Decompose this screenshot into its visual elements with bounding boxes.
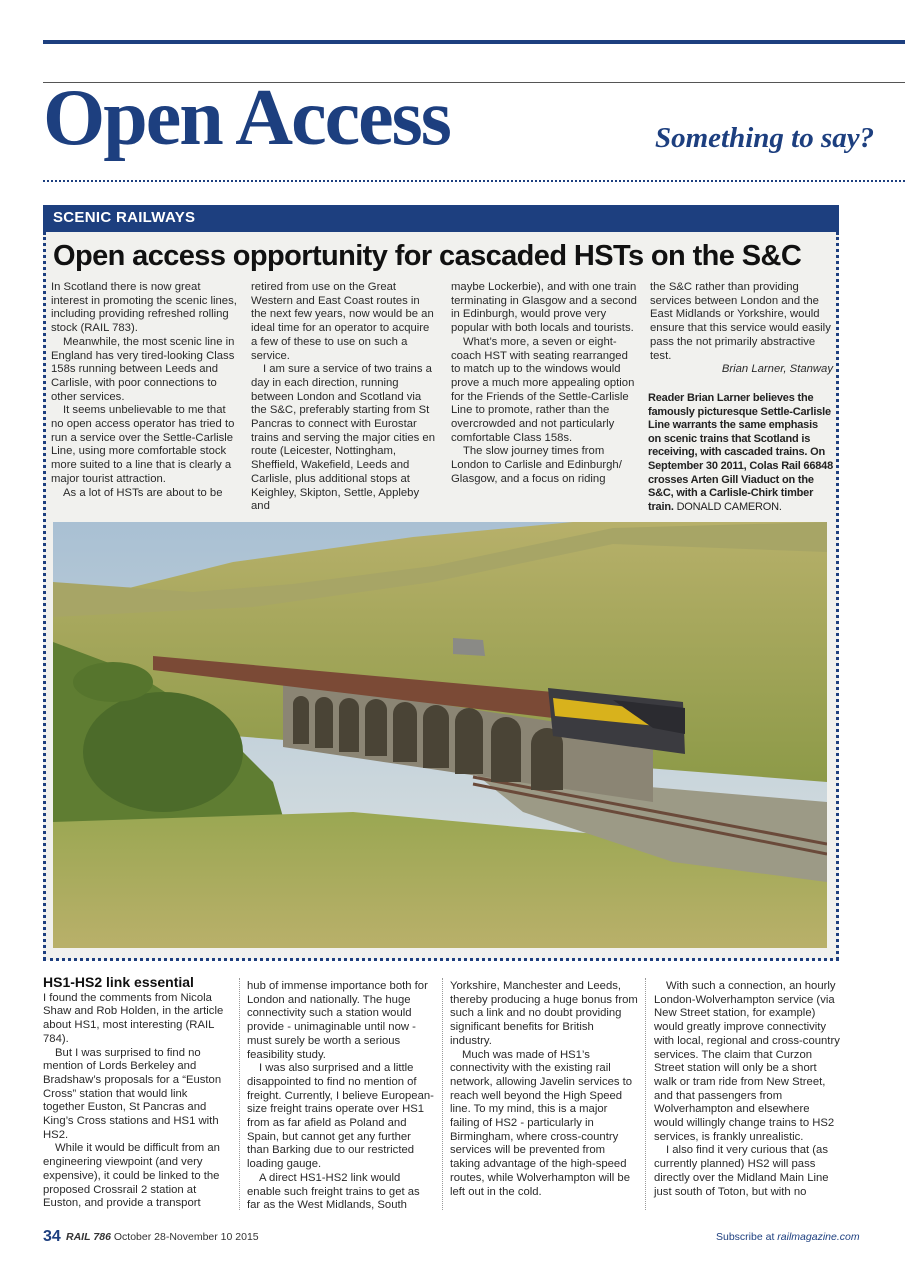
page-number: 34 <box>43 1228 61 1245</box>
article1-column-1 <box>51 281 239 500</box>
paragraph: It seems unbelievable to me that no open access operator has tried to run a service over the Settle-Carlisle Line, using more comfortable stock more suited to a line that is clearly a major tourist attraction. <box>51 404 235 485</box>
paragraph: I am sure a service of two trains a day in each direction, running between London and Scotland via the S&C, preferably starting from St Pancras to connect with Eurostar trains and serving the major cities en route (Leicester, Nottingham, Sheffield, Wakefield, Leeds and Carlisle, plus additional stops at Keighley, Skipton, Settle, Appleby and <box>251 363 435 513</box>
paragraph: maybe Lockerbie), and with one train terminating in Glasgow and a second in Edinburgh, would prove very popular with both locals and tourists. <box>451 281 637 335</box>
subscribe-line <box>716 1231 860 1243</box>
article2-column-2 <box>247 980 435 1213</box>
article2-column-4 <box>654 980 840 1199</box>
paragraph: Meanwhile, the most scenic line in England has very tired-looking Class 158s running between Leeds and Carlisle, with poor connections to other services. <box>51 335 235 403</box>
top-rule <box>43 40 905 44</box>
panel-border-right <box>836 232 839 960</box>
paragraph: retired from use on the Great Western and East Coast routes in the next few years, now would be an ideal time for an operator to acquire a few of these to use on such a service. <box>251 281 434 362</box>
photo-credit: DONALD CAMERON. <box>676 500 782 513</box>
paragraph: While it would be difficult from an engineering viewpoint (and very expensive), it could be linked to the proposed Crossrail 2 station at Euston, and provide a transport <box>43 1142 220 1210</box>
paragraph: I found the comments from Nicola Shaw and Rob Holden, in the article about HS1, most interesting (RAIL 784). <box>43 991 224 1045</box>
paragraph: Much was made of HS1’s connectivity with the existing rail network, allowing Javelin services to reach well beyond the High Speed line. To my mind, this is a major failing of HS2 - particularly in Birmingham, where cross-country services will be prevented from taking advantage of the high-speed routes, while Wolverhampton will be left out in the cold. <box>450 1048 633 1198</box>
article1-column-4 <box>650 281 833 377</box>
article1-column-3 <box>451 281 637 487</box>
dotted-divider <box>43 180 905 182</box>
section-label: SCENIC RAILWAYS <box>53 209 196 226</box>
photo-caption <box>648 392 833 514</box>
column-separator <box>442 978 443 1210</box>
paragraph: Yorkshire, Manchester and Leeds, thereby producing a huge bonus from such a link and no doubt providing significant benefits for British industry. <box>450 980 638 1047</box>
masthead-title: Open Access <box>43 74 450 162</box>
column-separator <box>645 978 646 1210</box>
masthead-tagline: Something to say? <box>655 122 875 154</box>
letter-subheading: HS1-HS2 link essential <box>43 974 194 990</box>
magazine-name: RAIL <box>66 1231 91 1243</box>
issue-number: 786 <box>93 1231 111 1243</box>
paragraph: In Scotland there is now great interest in promoting the scenic lines, including providing refreshed rolling stock (RAIL 783). <box>51 281 237 335</box>
article1-column-2 <box>251 281 436 514</box>
paragraph: The slow journey times from London to Carlisle and Edinburgh/ Glasgow, and a focus on riding <box>451 445 622 485</box>
paragraph: hub of immense importance both for London and nationally. The huge connectivity such a station would provide - unimaginable until now - must surely be worth a serious feasibility study. <box>247 980 428 1061</box>
letter-signature: Brian Larner, Stanway <box>721 363 833 376</box>
article2-column-1 <box>43 976 230 1211</box>
paragraph: I also find it very curious that (as currently planned) HS2 will pass directly over the Midland Main Line just south of Toton, but with no <box>654 1144 829 1198</box>
panel-border-bottom <box>43 958 839 961</box>
website-link[interactable]: railmagazine.com <box>777 1231 860 1243</box>
issue-dates: October 28-November 10 2015 <box>113 1231 259 1243</box>
subscribe-label: Subscribe at <box>716 1231 775 1243</box>
viaduct-photo <box>53 522 827 948</box>
paragraph: I was also surprised and a little disappointed to find no mention of freight. Currently, I believe European-size freight trains operate over HS1 from as far afield as Poland and Spain, but cannot get any further than Barking due to our restricted loading gauge. <box>247 1062 434 1171</box>
column-separator <box>239 978 240 1210</box>
caption-text: Reader Brian Larner believes the famously picturesque Settle-Carlisle Line warrants the same emphasis on scenic trains that Scotland is receiving, with cascaded trains. On September 30 2011, Colas Rail 66848 crosses Arten Gill Viaduct on the S&C, with a Carlisle-Chirk timber train. <box>648 392 834 513</box>
panel-border-left <box>43 232 46 960</box>
paragraph: With such a connection, an hourly London-Wolverhampton service (via New Street station, for example) would greatly improve connectivity with local, regional and cross-country services. The claim that Curzon Street station will only be a short walk or tram ride from New Street, and that passengers from Wolverhampton and elsewhere would willingly change trains to HS2 services, is frankly unrealistic. <box>654 980 840 1143</box>
article-headline: Open access opportunity for cascaded HSTs on the S&C <box>53 240 802 272</box>
paragraph: As a lot of HSTs are about to be <box>63 486 223 499</box>
paragraph: What’s more, a seven or eight-coach HST with seating rearranged to match up to the windows would prove a much more appealing option for the Friends of the Settle-Carlisle Line to promote, rather than the overcrowded and not particularly comfortable Class 158s. <box>451 335 635 444</box>
paragraph: But I was surprised to find no mention of Lords Berkeley and Bradshaw’s proposals for a “Euston Cross” station that would link together Euston, St Pancras and King’s Cross stations and HS1 with HS2. <box>43 1046 222 1141</box>
paragraph: the S&C rather than providing services between London and the East Midlands or Yorkshire, would ensure that this service would easily pass the not primarily abstractive test. <box>650 281 831 362</box>
issue-info <box>66 1231 259 1243</box>
article2-column-3 <box>450 980 638 1199</box>
paragraph: A direct HS1-HS2 link would enable such freight trains to get as far as the West Midlands, South <box>247 1171 420 1212</box>
